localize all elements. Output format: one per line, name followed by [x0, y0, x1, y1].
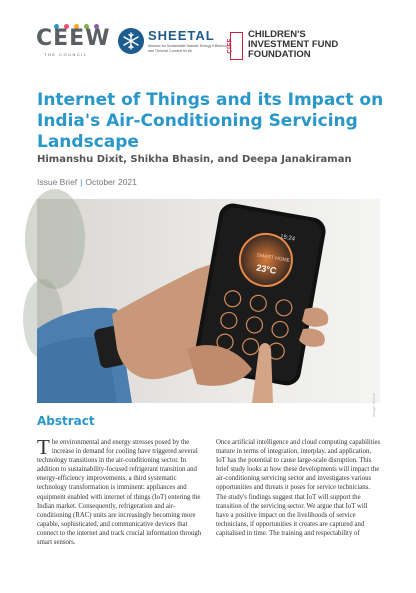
- abstract-text-left: he environmental and energy stresses posed by the increase in demand for cooling have triggered several technology transitions in the air-conditioning sector. In addition to sustainability-focused refrigerant transition and energy-efficiency improvements, a third systematic technology transformation is imminent: appliances and equipment enabled with internet of things (IoT) entering the Indian market. Consequently, refrigeration and air-conditioning (RAC) units are increasingly becoming more capable, sophisticated, and communicative devices that connect to the internet and track crucial information through smart sensors.: [37, 439, 202, 547]
- phone-screen-title: SMART HOME: [256, 252, 291, 265]
- partner-logos: [36, 24, 386, 66]
- abstract-dropcap: T: [37, 435, 50, 459]
- photo-credit: Image: iStock: [371, 393, 376, 418]
- sheetal-logo-text: SHEETAL: [148, 28, 215, 43]
- abstract-heading: Abstract: [37, 414, 95, 428]
- ciff-logo: [227, 24, 380, 64]
- abstract-column-right: Once artificial intelligence and cloud computing capabilities mature in terms of integration, interplay, and application, IoT has the potential to cause large-scale disruption. This brief study looks at how these developments will impact the air-conditioning servicing sector and investigates various opportunities and threats it poses for service technicians. The study's findings suggest that IoT will support the transition of the servicing sector. We argue that IoT will have a positive impact on the livelihoods of service technicians, if opportunities it creates are captured and capitalised in time. The training and respectability of: [216, 439, 381, 537]
- sheetal-logo: [118, 26, 228, 62]
- ceew-logo: [36, 26, 111, 57]
- phone-temperature: 23°C: [255, 262, 278, 276]
- document-meta: Issue Brief | October 2021: [37, 177, 137, 187]
- sheetal-tagline: Alliance for Sustainable Habitat, Energy Efficiency and Thermal Comfort for All: [148, 44, 228, 53]
- authors: Himanshu Dixit, Shikha Bhasin, and Deepa Janakiraman: [37, 154, 352, 165]
- ceew-logo-text: CEEW: [36, 26, 111, 51]
- ciff-name: CHILDREN'S INVESTMENT FUND FOUNDATION: [248, 29, 339, 60]
- ciff-mark: CIFF: [230, 32, 243, 60]
- document-date: October 2021: [85, 177, 137, 187]
- hand-holding-phone-illustration: [37, 199, 380, 403]
- ceew-tagline: THE COUNCIL: [44, 52, 88, 57]
- cover-photo: [37, 199, 380, 418]
- document-type: Issue Brief: [37, 177, 78, 187]
- abstract-column-left: [37, 435, 203, 547]
- phone-time: 15:24: [279, 234, 296, 243]
- snowflake-icon: [118, 28, 144, 54]
- document-title: Internet of Things and its Impact on India's Air-Conditioning Servicing Landscape: [37, 90, 384, 152]
